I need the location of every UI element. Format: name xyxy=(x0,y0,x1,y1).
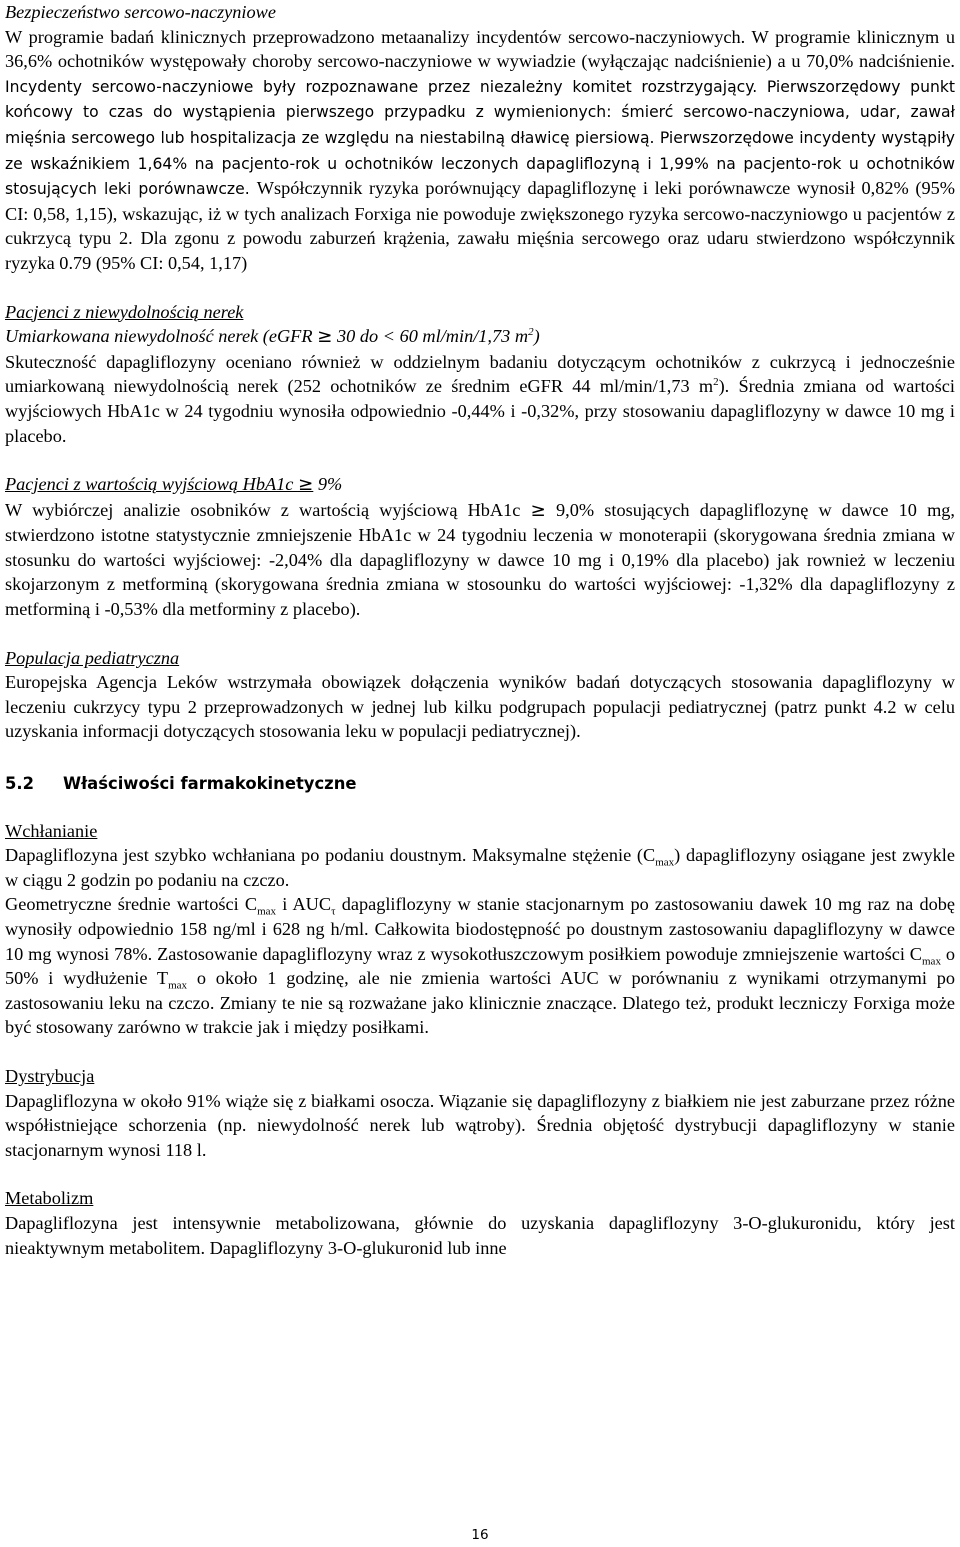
geq-symbol: ≥ xyxy=(530,499,546,521)
page-number: 16 xyxy=(471,1527,489,1543)
metabolism-paragraph: Dapagliflozyna jest intensywnie metabolizowana, głównie do uzyskania dapagliflozyny 3-O-glukuronidu, który jest nieaktywnym metabolitem. Dapagliflozyny 3-O-glukuronid lub inne xyxy=(5,1212,955,1258)
renal-title: Pacjenci z niewydolnością nerek xyxy=(5,301,244,322)
cv-text-1: W programie badań klinicznych przeprowadzono metaanalizy incydentów sercowo-naczyniowych. W programie klinicznym u 36,6% ochotników występowały choroby sercowo-naczyniowe w wywiadzie (wyłączając nadciśnienie) a u 70,0% nadciśnienie. xyxy=(5,26,955,72)
hba1c-paragraph: W wybiórczej analizie osobników z wartością wyjściową HbA1c ≥ 9,0% stosujących dapagliflozynę w dawce 10 mg, stwierdzono istotne statystycznie zmniejszenie HbA1c w 24 tygodniu leczenia w monoterapii (skorygowana średnia zmiana w stosunku do wartości wyjściowej: -2,04% dla dapagliflozyny w dawce 10 mg i 0,19% dla placebo) jak rownież w leczeniu skojarzonym z metforminą (skorygowana średnia zmiana w stosounku do wartości wyjściowej: -1,32% dla dapagliflozyny z metforminą i -0,53% dla metforminy z placebo). xyxy=(5,499,956,620)
absorption-title: Wchłanianie xyxy=(5,820,98,841)
distribution-title: Dystrybucja xyxy=(5,1065,95,1086)
peds-title: Populacja pediatryczna xyxy=(5,647,180,668)
section-number: 5.2 xyxy=(5,774,35,794)
absorption-paragraph-1: Dapagliflozyna jest szybko wchłaniana po podaniu doustnym. Maksymalne stężenie $(C_{max})$ dapagliflozyny osiągane jest zwykle w ciągu 2 godzin po podaniu na czczo. xyxy=(5,845,956,890)
section-heading xyxy=(5,772,955,797)
document-page xyxy=(5,0,955,1260)
absorption-paragraph-2: Geometryczne średnie wartości $C_{max}$ i $AUC_\tau$ dapagliflozyny w stanie stacjonarnym po zastosowaniu dawek 10 mg raz na dobę wynosiły odpowiednio 158 ng/ml i 628 ng h/ml. Całkowita biodostępność po doustnym zastosowaniu dapagliflozyny w dawce 10 mg wynosi 78%. Zastosowanie dapagliflozyny wraz z wysokotłuszczowym posiłkiem powoduje zmniejszenie wartości $C_{max}$ o 50% i wydłużenie $T_{max}$ o około 1 godzinę, ale nie zmienia wartości AUC w porównaniu z wynikami otrzymanymi po zastosowaniu leku na czczo. Zmiany te nie są rozważane jako klinicznie znaczące. Dlatego też, produkt leczniczy Forxiga może być stosowany zarówno w trakcie jak i między posiłkami. xyxy=(5,894,956,1038)
geq-symbol: ≥ xyxy=(297,474,314,496)
section-title: Właściwości farmakokinetyczne xyxy=(63,774,357,794)
peds-paragraph: Europejska Agencja Leków wstrzymała obowiązek dołączenia wyników badań dotyczących stosowania dapagliflozyny w leczeniu cukrzycy typu 2 przeprowadzonych w jednej lub kilku podgrupach populacji pediatrycznej (patrz punkt 4.2 w celu uzyskania informacji dotyczących stosowania leku w populacji pediatrycznej). xyxy=(5,672,955,742)
cv-safety-title: Bezpieczeństwo sercowo-naczyniowe xyxy=(5,2,276,22)
renal-subtitle: Umiarkowana niewydolność nerek (eGFR ≥ 30 do < 60 ml/min/1,73 $m^2$) xyxy=(5,326,540,348)
cv-text-4: Współczynnik ryzyka porównujący dapagliflozynę i leki porównawcze wynosił 0,82% (95% CI: 0,58, 1,15), wskazując, iż w tych analizach Forxiga nie powoduje zwiększonego ryzyka sercowo-naczyniowgo u pacjentów z cukrzycą typu 2. Dla zgonu z powodu zaburzeń krążenia, zawału mięśnia sercowego oraz udaru stwierdzono współczynnik ryzyka 0.79 (95% CI: 0,54, 1,17) xyxy=(5,178,955,273)
renal-paragraph: Skuteczność dapagliflozyny oceniano również w oddzielnym badaniu dotyczącym ochotników z cukrzycą i jednocześnie umiarkowaną niewydolnością nerek (252 ochotników ze średnim eGFR 44 ml/min/1,73 $m^2$). Średnia zmiana od wartości wyjściowych HbA1c w 24 tygodniu wynosiła odpowiednio -0,44% i -0,32%, przy stosowaniu dapagliflozyny w dawce 10 mg i placebo. xyxy=(5,351,955,446)
geq-symbol: ≥ xyxy=(317,326,333,348)
cv-text-2: Incydenty sercowo-naczyniowe były rozpoznawane przez niezależny komitet rozstrzygający. Pierwszorzędowy punkt końcowy to czas do wystąpienia pierwszego przypadku z wymienionych: śmierć sercowo-naczyniowa, udar, zawał mięśnia sercowego lub hospitalizacja ze względu na niestabilną dławicę piersiową. xyxy=(5,77,955,147)
cv-safety-paragraph xyxy=(5,25,955,276)
cv-text-3: Pierwszorzędowe incydenty wystąpiły ze wskaźnikiem 1,64% na pacjento-rok u ochotników leczonych dapagliflozyną i 1,99% na pacjento-rok u ochotników stosujących leki porównawcze. xyxy=(5,128,955,199)
hba1c-title: Pacjenci z wartością wyjściową HbA1c ≥ 9% xyxy=(5,474,343,496)
metabolism-title: Metabolizm xyxy=(5,1188,94,1209)
distribution-paragraph: Dapagliflozyna w około 91% wiąże się z białkami osocza. Wiązanie się dapagliflozyny z białkiem nie jest zaburzane przez różne współistniejące schorzenia (np. niewydolność nerek lub wątroby). Średnia objętość dystrybucji dapagliflozyny w stanie stacjonarnym wynosi 118 l. xyxy=(5,1090,955,1160)
